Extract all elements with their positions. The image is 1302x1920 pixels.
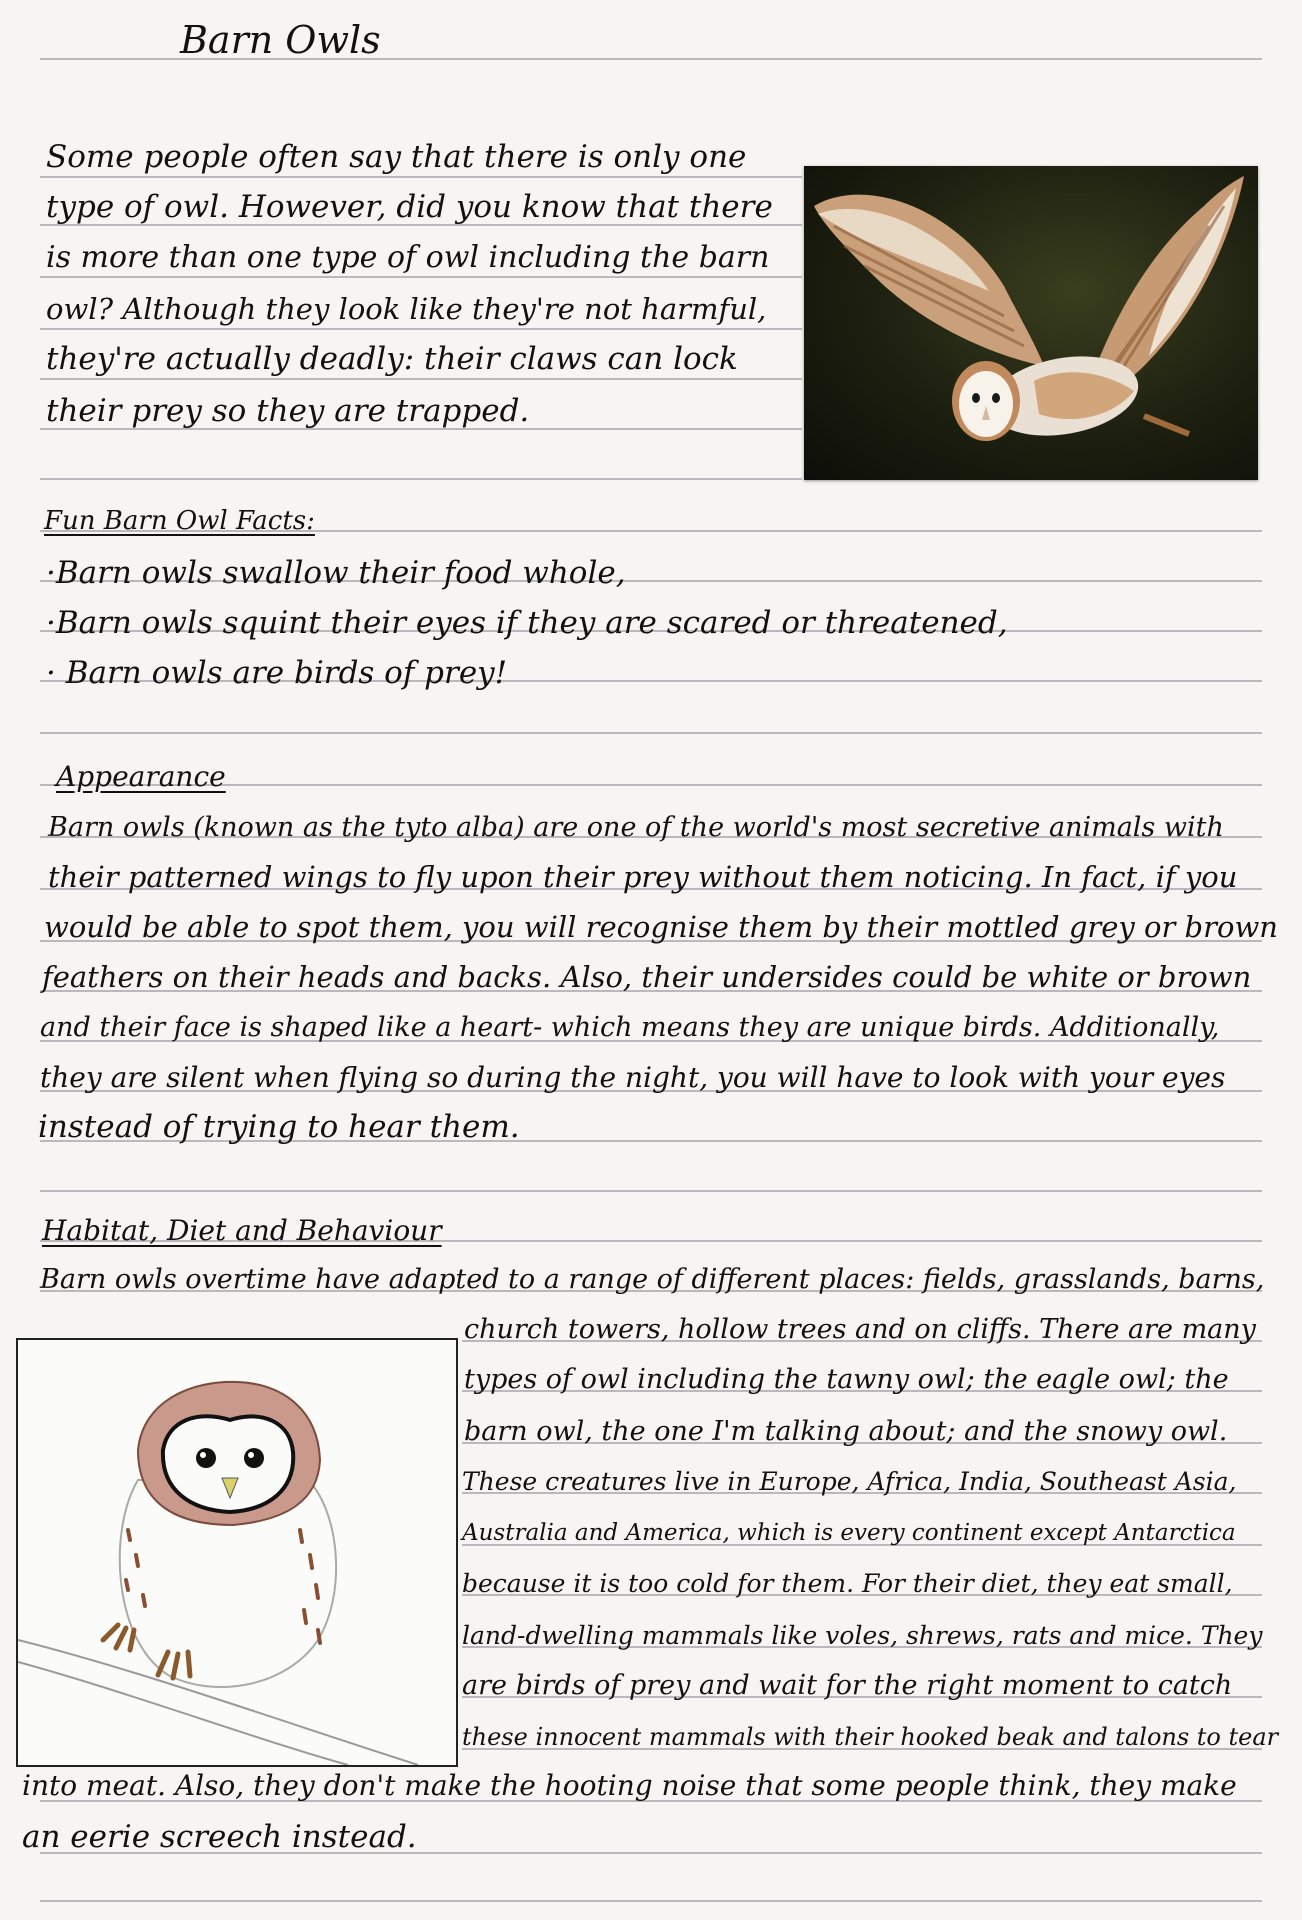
habitat-line: land-dwelling mammals like voles, shrews, rats and mice. They	[462, 1621, 1263, 1650]
list-item: ·Barn owls squint their eyes if they are scared or threatened,	[46, 605, 1008, 641]
intro-line: is more than one type of owl including the barn	[46, 240, 770, 275]
habitat-line: Australia and America, which is every continent except Antarctica	[462, 1520, 1236, 1546]
appearance-line: they are silent when flying so during the night, you will have to look with your eyes	[40, 1061, 1226, 1094]
appearance-line: feathers on their heads and backs. Also, their undersides could be white or brown	[42, 960, 1252, 994]
ruled-line	[40, 732, 1262, 734]
habitat-line: are birds of prey and wait for the right moment to catch	[462, 1670, 1233, 1701]
appearance-heading: Appearance	[56, 760, 226, 793]
page-title: Barn Owls	[180, 18, 381, 62]
habitat-line: because it is too cold for them. For their diet, they eat small,	[462, 1569, 1233, 1598]
appearance-line: their patterned wings to fly upon their prey without them noticing. In fact, if you	[48, 860, 1238, 894]
habitat-line: These creatures live in Europe, Africa, India, Southeast Asia,	[462, 1467, 1237, 1496]
appearance-line: and their face is shaped like a heart- which means they are unique birds. Additionally,	[40, 1012, 1220, 1043]
habitat-line: barn owl, the one I'm talking about; and the snowy owl.	[464, 1416, 1228, 1447]
ruled-line	[40, 1190, 1262, 1192]
owl-drawing	[16, 1338, 458, 1767]
appearance-line: would be able to spot them, you will recognise them by their mottled grey or brown	[44, 910, 1278, 944]
appearance-line: Barn owls (known as the tyto alba) are one of the world's most secretive animals with	[48, 812, 1224, 843]
intro-line: their prey so they are trapped.	[46, 393, 530, 429]
habitat-heading: Habitat, Diet and Behaviour	[42, 1214, 442, 1247]
habitat-line: types of owl including the tawny owl; the eagle owl; the	[464, 1364, 1229, 1395]
barn-owl-photo	[804, 166, 1258, 480]
habitat-line: these innocent mammals with their hooked beak and talons to tear	[462, 1723, 1279, 1751]
habitat-end-line: into meat. Also, they don't make the hooting noise that some people think, they make	[22, 1769, 1237, 1802]
intro-line: they're actually deadly: their claws can lock	[46, 341, 738, 377]
list-item: · Barn owls are birds of prey!	[46, 655, 508, 691]
list-item: ·Barn owls swallow their food whole,	[46, 555, 626, 591]
intro-line: type of owl. However, did you know that there	[46, 189, 773, 225]
appearance-line: instead of trying to hear them.	[38, 1109, 520, 1145]
ruled-line	[40, 478, 802, 480]
habitat-line: church towers, hollow trees and on cliffs. There are many	[464, 1314, 1256, 1345]
intro-line: owl? Although they look like they're not harmful,	[46, 292, 767, 326]
ruled-line	[40, 1900, 1262, 1902]
facts-heading: Fun Barn Owl Facts:	[44, 506, 315, 536]
intro-line: Some people often say that there is only one	[46, 139, 747, 175]
habitat-end-line: an eerie screech instead.	[22, 1819, 417, 1855]
habitat-first-line: Barn owls overtime have adapted to a range of different places: fields, grasslands, barns,	[40, 1264, 1265, 1295]
